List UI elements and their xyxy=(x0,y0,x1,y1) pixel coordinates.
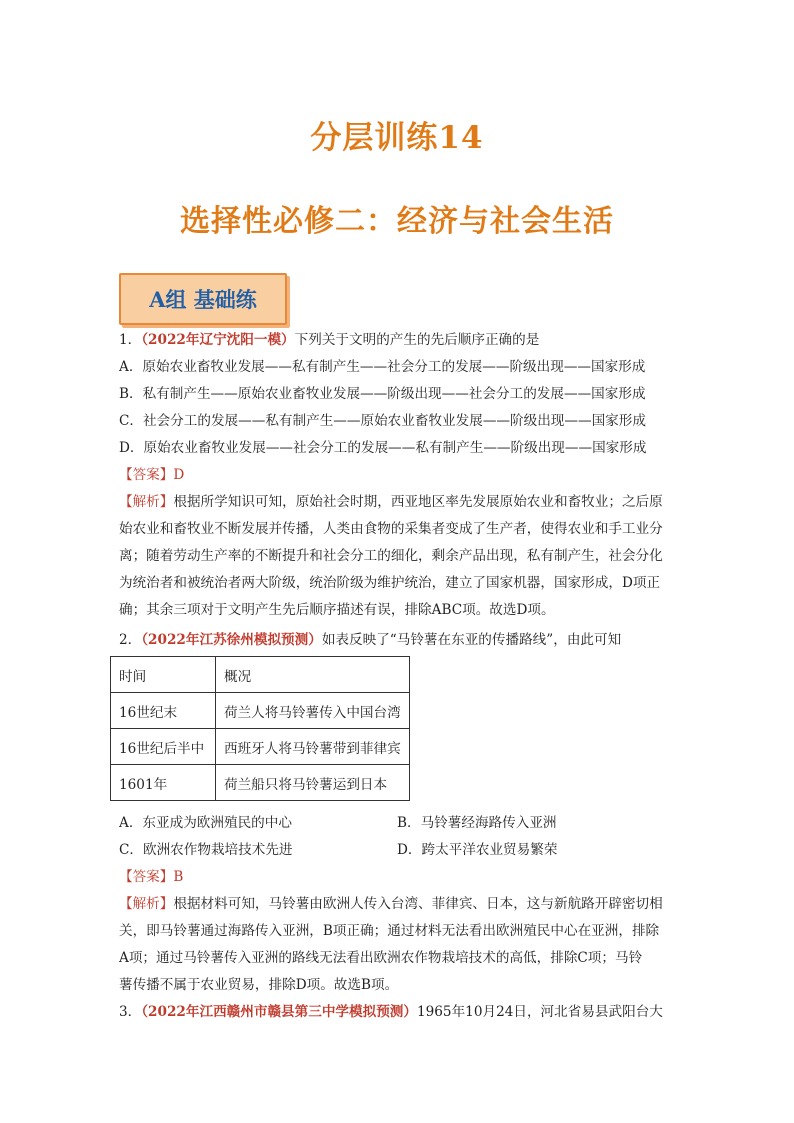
question-1-answer: 【答案】D xyxy=(119,467,185,483)
question-1-analysis-line: 始农业和畜牧业不断发展并传播，人类由食物的采集者变成了生产者，使得农业和手工业分 xyxy=(119,521,663,537)
question-1-analysis-line: 为统治者和被统治者两大阶级，统治阶级为维护统治，建立了国家机器，国家形成，D项正 xyxy=(119,575,661,591)
question-1-source: （2022年辽宁沈阳一模） xyxy=(141,332,295,348)
question-2-source: （2022年江苏徐州模拟预测） xyxy=(141,632,322,648)
section-header-box xyxy=(119,273,287,325)
question-3-stem: 3．（2022年江西赣州市赣县第三中学模拟预测）1965年10月24日，河北省易县武阳台大 xyxy=(119,1004,663,1020)
table-cell: 荷兰人将马铃薯传入中国台湾 xyxy=(216,693,410,729)
question-2-option-a: A．东亚成为欧洲殖民的中心 xyxy=(119,815,292,831)
question-2-option-b: B．马铃薯经海路传入亚洲 xyxy=(397,815,557,831)
question-1-option-c: C．社会分工的发展——私有制产生——原始农业畜牧业发展——阶级出现——国家形成 xyxy=(119,413,646,429)
question-2-stem: 2．（2022年江苏徐州模拟预测）如表反映了“马铃薯在东亚的传播路线”，由此可知 xyxy=(119,632,622,648)
question-1-option-d: D．原始农业畜牧业发展——社会分工的发展——私有制产生——阶级出现——国家形成 xyxy=(119,440,647,456)
question-2-option-d: D．跨太平洋农业贸易繁荣 xyxy=(397,842,558,858)
question-2-answer: 【答案】B xyxy=(119,869,184,885)
table-row xyxy=(111,729,410,765)
table-row xyxy=(111,693,410,729)
table-cell: 16世纪末 xyxy=(111,693,216,729)
section-header-label: A组 基础练 xyxy=(149,287,257,312)
table-cell: 16世纪后半中 xyxy=(111,729,216,765)
question-2-option-c: C．欧洲农作物栽培技术先进 xyxy=(119,842,293,858)
question-2-analysis-line: 【解析】根据材料可知，马铃薯由欧洲人传入台湾、菲律宾、日本，这与新航路开辟密切相 xyxy=(119,896,663,912)
table-cell: 西班牙人将马铃薯带到菲律宾 xyxy=(216,729,410,765)
question-2-analysis-line: 关，即马铃薯通过海路传入亚洲，B项正确；通过材料无法看出欧洲殖民中心在亚洲，排除 xyxy=(119,923,660,939)
page-subtitle: 选择性必修二：经济与社会生活 xyxy=(180,204,614,239)
table-header-cell: 概况 xyxy=(216,657,410,693)
question-2-analysis-line: A项；通过马铃薯传入亚洲的路线无法看出欧洲农作物栽培技术的高低，排除C项；马铃 xyxy=(119,950,643,966)
question-1-option-b: B．私有制产生——原始农业畜牧业发展——阶级出现——社会分工的发展——国家形成 xyxy=(119,386,646,402)
question-1-stem: 1．（2022年辽宁沈阳一模）下列关于文明的产生的先后顺序正确的是 xyxy=(119,332,540,348)
table-header-row xyxy=(111,657,410,693)
question-3-source: （2022年江西赣州市赣县第三中学模拟预测） xyxy=(141,1004,417,1020)
question-1-analysis-line: 确；其余三项对于文明产生先后顺序描述有误，排除ABC项。故选D项。 xyxy=(119,602,555,618)
question-1-option-a: A．原始农业畜牧业发展——私有制产生——社会分工的发展——阶级出现——国家形成 xyxy=(119,359,646,375)
question-1-analysis-line: 【解析】根据所学知识可知，原始社会时期，西亚地区率先发展原始农业和畜牧业；之后原 xyxy=(119,494,663,510)
page-title: 分层训练14 xyxy=(310,120,484,156)
question-2-analysis-line: 薯传播不属于农业贸易，排除D项。故选B项。 xyxy=(119,977,399,993)
data-table xyxy=(110,656,410,801)
question-1-analysis-line: 离；随着劳动生产率的不断提升和社会分工的细化，剩余产品出现，私有制产生，社会分化 xyxy=(119,548,663,564)
table-cell: 荷兰船只将马铃薯运到日本 xyxy=(216,765,410,801)
table-cell: 1601年 xyxy=(111,765,216,801)
table-header-cell: 时间 xyxy=(111,657,216,693)
table-row xyxy=(111,765,410,801)
